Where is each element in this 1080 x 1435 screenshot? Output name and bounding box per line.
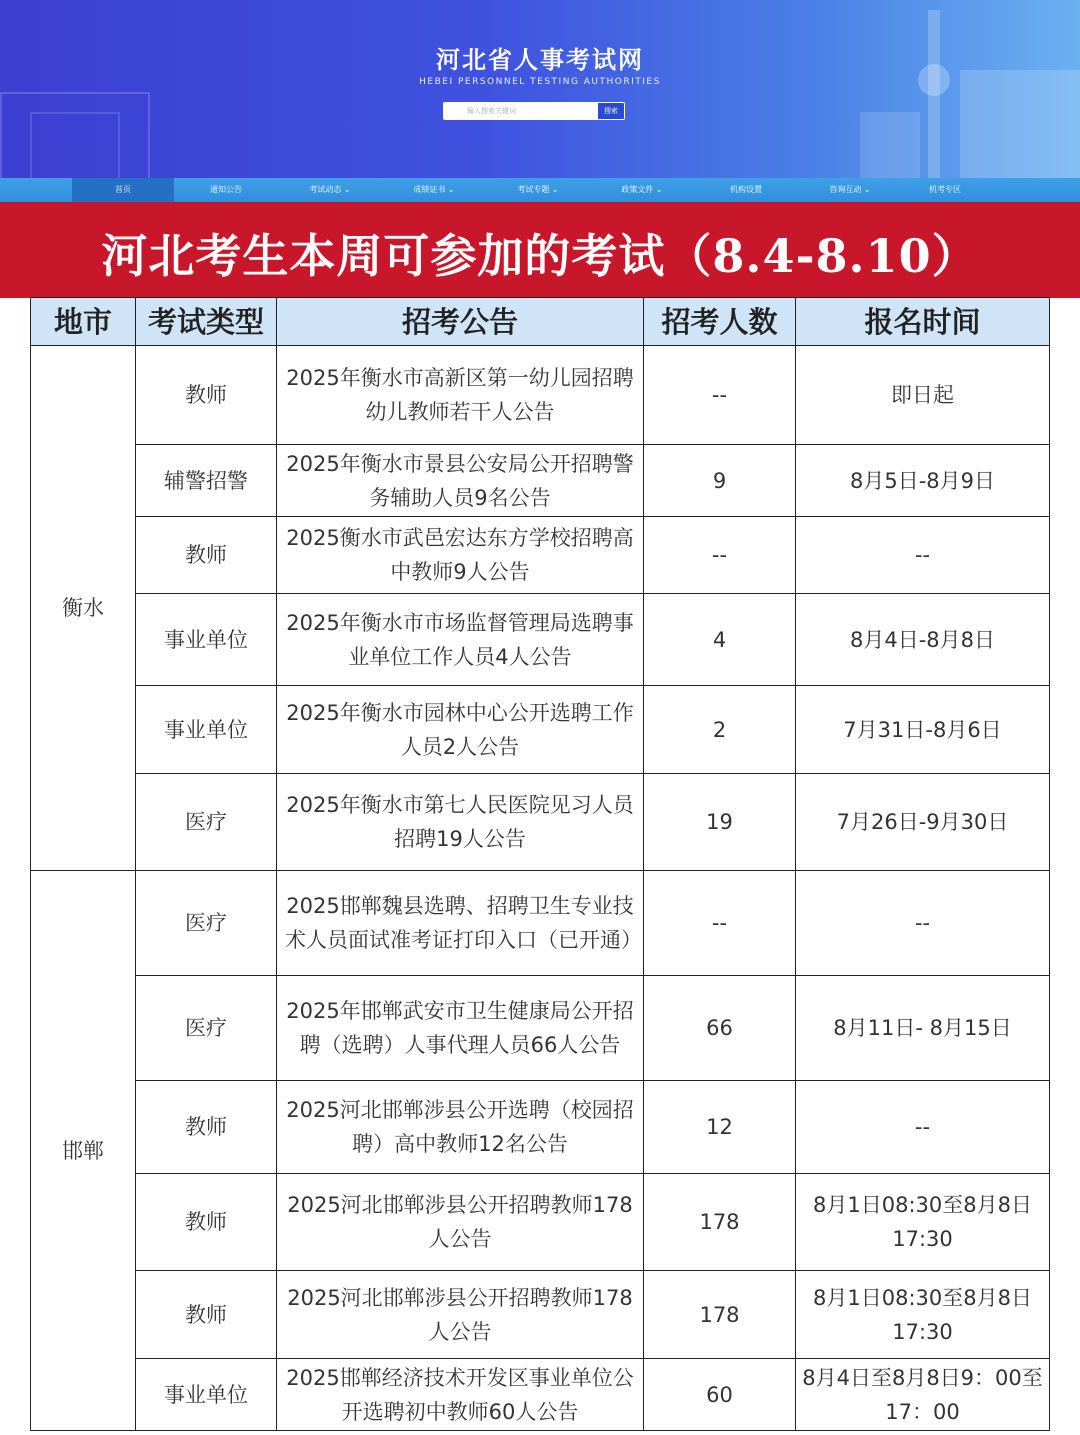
page-title: 河北考生本周可参加的考试（8.4-8.10）: [101, 229, 979, 283]
exam-type-cell: 辅警招警: [136, 445, 277, 517]
skyline-illustration: [860, 112, 920, 178]
header-time: 报名时间: [796, 298, 1050, 346]
time-cell: 8月4日-8月8日: [796, 594, 1050, 686]
nav-notices[interactable]: 通知公告: [210, 185, 242, 194]
main-nav: [0, 178, 1080, 202]
exam-type-cell: 医疗: [136, 976, 277, 1081]
notice-link[interactable]: 2025邯郸经济技术开发区事业单位公开选聘初中教师60人公告: [277, 1359, 644, 1431]
count-cell: 19: [644, 774, 796, 871]
nav-exam-topics[interactable]: 考试专题 ⌄: [517, 185, 559, 194]
exam-type-cell: 事业单位: [136, 1359, 277, 1431]
exam-type-cell: 事业单位: [136, 594, 277, 686]
time-cell: 即日起: [796, 346, 1050, 445]
notice-link[interactable]: 2025年衡水市园林中心公开选聘工作人员2人公告: [277, 686, 644, 774]
count-cell: 66: [644, 976, 796, 1081]
table-row: [31, 445, 1050, 517]
time-cell: --: [796, 871, 1050, 976]
notice-link[interactable]: 2025邯郸魏县选聘、招聘卫生专业技术人员面试准考证打印入口（已开通）: [277, 871, 644, 976]
table-row: [31, 1174, 1050, 1271]
count-cell: 9: [644, 445, 796, 517]
header-exam-type: 考试类型: [136, 298, 277, 346]
notice-link[interactable]: 2025年衡水市高新区第一幼儿园招聘幼儿教师若干人公告: [277, 346, 644, 445]
exam-type-cell: 教师: [136, 1081, 277, 1174]
nav-organization[interactable]: 机构设置: [730, 185, 762, 194]
table-header-row: [31, 298, 1050, 346]
city-cell: 邯郸: [31, 871, 136, 1431]
header-count: 招考人数: [644, 298, 796, 346]
exam-type-cell: 教师: [136, 1271, 277, 1359]
count-cell: 12: [644, 1081, 796, 1174]
notice-link[interactable]: 2025河北邯郸涉县公开招聘教师178人公告: [277, 1174, 644, 1271]
notice-link[interactable]: 2025衡水市武邑宏达东方学校招聘高中教师9人公告: [277, 517, 644, 594]
exam-type-cell: 事业单位: [136, 686, 277, 774]
notice-link[interactable]: 2025河北邯郸涉县公开招聘教师178人公告: [277, 1271, 644, 1359]
time-cell: 8月1日08:30至8月8日17:30: [796, 1174, 1050, 1271]
time-cell: 7月31日-8月6日: [796, 686, 1050, 774]
table-row: [31, 871, 1050, 976]
site-title[interactable]: 河北省人事考试网: [436, 46, 644, 74]
nav-home[interactable]: 首页: [72, 178, 174, 202]
header-notice: 招考公告: [277, 298, 644, 346]
count-cell: 178: [644, 1271, 796, 1359]
count-cell: 178: [644, 1174, 796, 1271]
site-banner: [0, 0, 1080, 178]
count-cell: 2: [644, 686, 796, 774]
site-subtitle: HEBEI PERSONNEL TESTING AUTHORITIES: [419, 77, 661, 87]
nav-policies[interactable]: 政策文件 ⌄: [621, 185, 663, 194]
table-row: [31, 1081, 1050, 1174]
exam-type-cell: 教师: [136, 346, 277, 445]
gate-illustration: [30, 112, 120, 178]
nav-computer-exam[interactable]: 机考专区: [929, 185, 961, 194]
time-cell: 7月26日-9月30日: [796, 774, 1050, 871]
time-cell: 8月5日-8月9日: [796, 445, 1050, 517]
time-cell: 8月4日至8月8日9：00至17：00: [796, 1359, 1050, 1431]
table-row: [31, 346, 1050, 445]
count-cell: --: [644, 517, 796, 594]
time-cell: --: [796, 517, 1050, 594]
notice-link[interactable]: 2025年衡水市第七人民医院见习人员招聘19人公告: [277, 774, 644, 871]
notice-link[interactable]: 2025年衡水市市场监督管理局选聘事业单位工作人员4人公告: [277, 594, 644, 686]
table-row: [31, 594, 1050, 686]
exam-type-cell: 医疗: [136, 871, 277, 976]
count-cell: --: [644, 346, 796, 445]
table-row: [31, 1359, 1050, 1431]
time-cell: --: [796, 1081, 1050, 1174]
count-cell: 60: [644, 1359, 796, 1431]
nav-scores[interactable]: 成绩证书 ⌄: [413, 185, 455, 194]
exam-type-cell: 教师: [136, 1174, 277, 1271]
count-cell: 4: [644, 594, 796, 686]
time-cell: 8月11日- 8月15日: [796, 976, 1050, 1081]
table-row: [31, 774, 1050, 871]
table-row: [31, 1271, 1050, 1359]
exam-table: [30, 297, 1050, 1431]
count-cell: --: [644, 871, 796, 976]
table-row: [31, 976, 1050, 1081]
table-row: [31, 686, 1050, 774]
table-row: [31, 517, 1050, 594]
notice-link[interactable]: 2025年衡水市景县公安局公开招聘警务辅助人员9名公告: [277, 445, 644, 517]
notice-link[interactable]: 2025年邯郸武安市卫生健康局公开招聘（选聘）人事代理人员66人公告: [277, 976, 644, 1081]
time-cell: 8月1日08:30至8月8日17:30: [796, 1271, 1050, 1359]
exam-type-cell: 教师: [136, 517, 277, 594]
search-button[interactable]: 搜索: [597, 102, 625, 120]
header-city: 地市: [31, 298, 136, 346]
city-cell: 衡水: [31, 346, 136, 871]
nav-exam-news[interactable]: 考试动态 ⌄: [309, 185, 351, 194]
search-input[interactable]: 输入搜索关键词: [443, 102, 597, 120]
nav-consult[interactable]: 咨询互动 ⌄: [829, 185, 871, 194]
notice-link[interactable]: 2025河北邯郸涉县公开选聘（校园招聘）高中教师12名公告: [277, 1081, 644, 1174]
exam-type-cell: 医疗: [136, 774, 277, 871]
